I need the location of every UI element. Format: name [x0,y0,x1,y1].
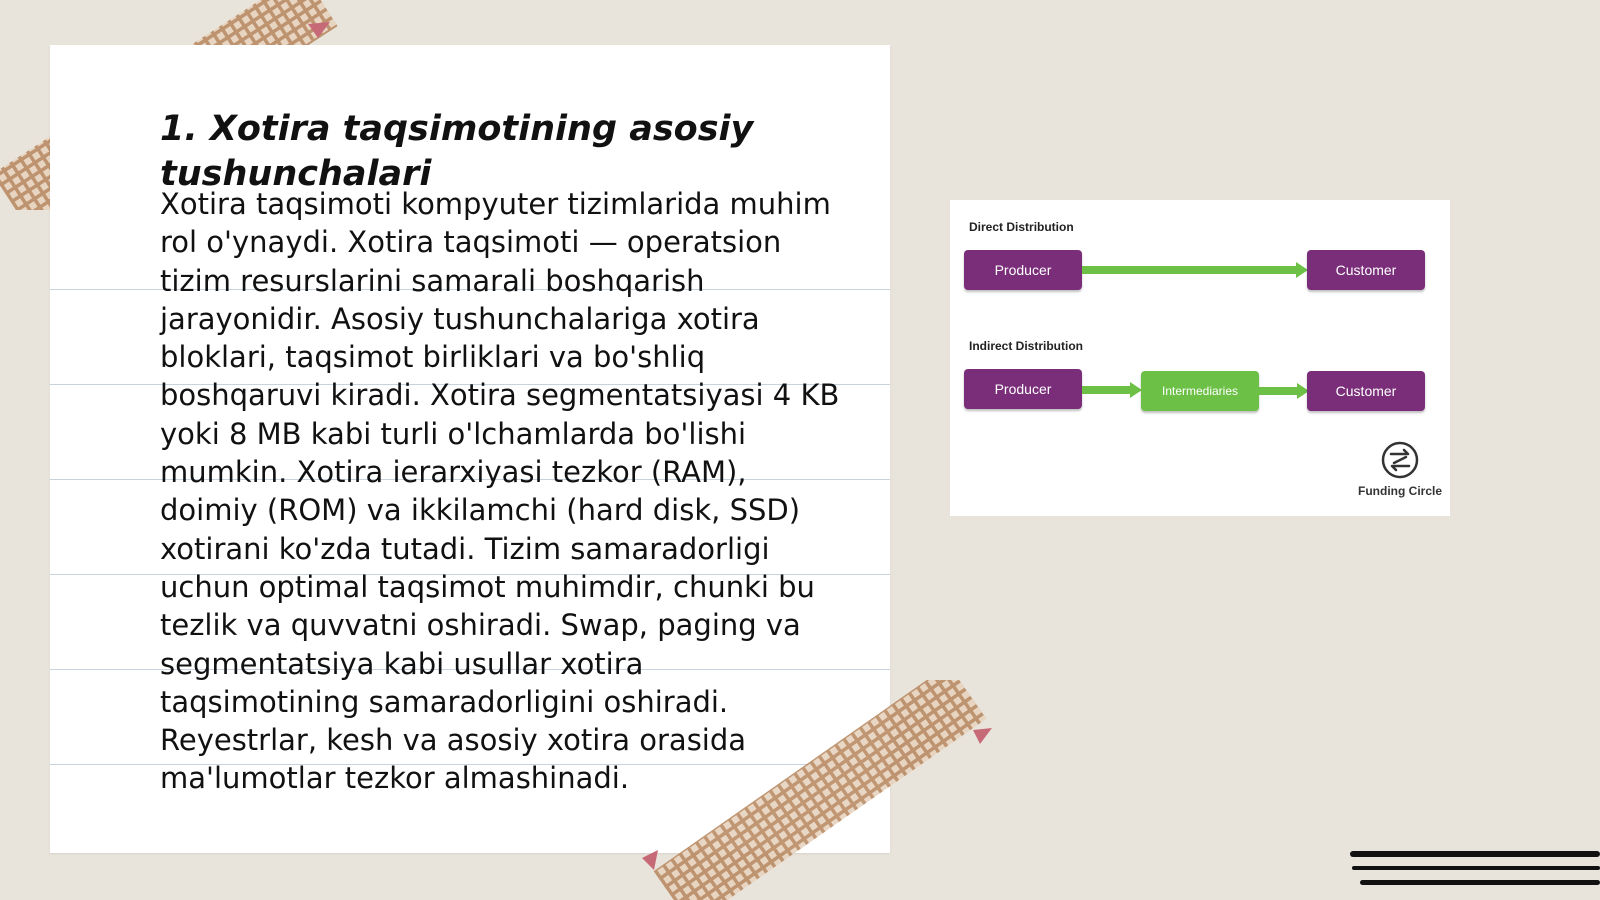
indirect-distribution-label: Indirect Distribution [969,339,1083,353]
indirect-arrow-1 [1082,382,1142,398]
tape-bottom [640,680,1000,900]
intermediaries-box: Intermediaries [1141,371,1259,411]
indirect-producer-box: Producer [964,369,1082,409]
brand-name: Funding Circle [1358,484,1442,498]
brush-stroke [1350,851,1600,857]
distribution-diagram [950,200,1450,516]
indirect-arrow-2 [1259,383,1309,399]
slide-body-text: Xotira taqsimoti kompyuter tizimlarida muhim rol o'ynaydi. Xotira taqsimoti — operatsion tizim resurslarini samarali boshqarish jarayonidir. Asosiy tushunchalariga xotira bloklari, taqsimot birliklari va bo'shliq boshqaruvi kiradi. Xotira segmentatsiyasi 4 KB yoki 8 MB kabi turli o'lchamlarda bo'lishi mumkin. Xotira ierarxiyasi tezkor (RAM), doimiy (ROM) va ikkilamchi (hard disk, SSD) xotirani ko'zda tutadi. Tizim samaradorligi uchun optimal taqsimot muhimdir, chunki bu tezlik va quvvatni oshiradi. Swap, paging va segmentatsiya kabi usullar xotira taqsimotining samaradorligini oshiradi. Reyestrlar, kesh va asosiy xotira orasida ma'lumotlar tezkor almashinadi. [160,187,840,796]
indirect-customer-box: Customer [1307,371,1425,411]
direct-producer-box: Producer [964,250,1082,290]
funding-circle-logo-icon [1380,440,1420,480]
direct-customer-box: Customer [1307,250,1425,290]
brush-stroke [1352,866,1600,870]
slide-title: 1. Xotira taqsimotining asosiy tushunchalari [160,109,754,194]
direct-arrow [1082,262,1308,278]
direct-distribution-label: Direct Distribution [969,220,1074,234]
brush-stroke [1360,880,1600,885]
brand-block [1350,440,1450,498]
